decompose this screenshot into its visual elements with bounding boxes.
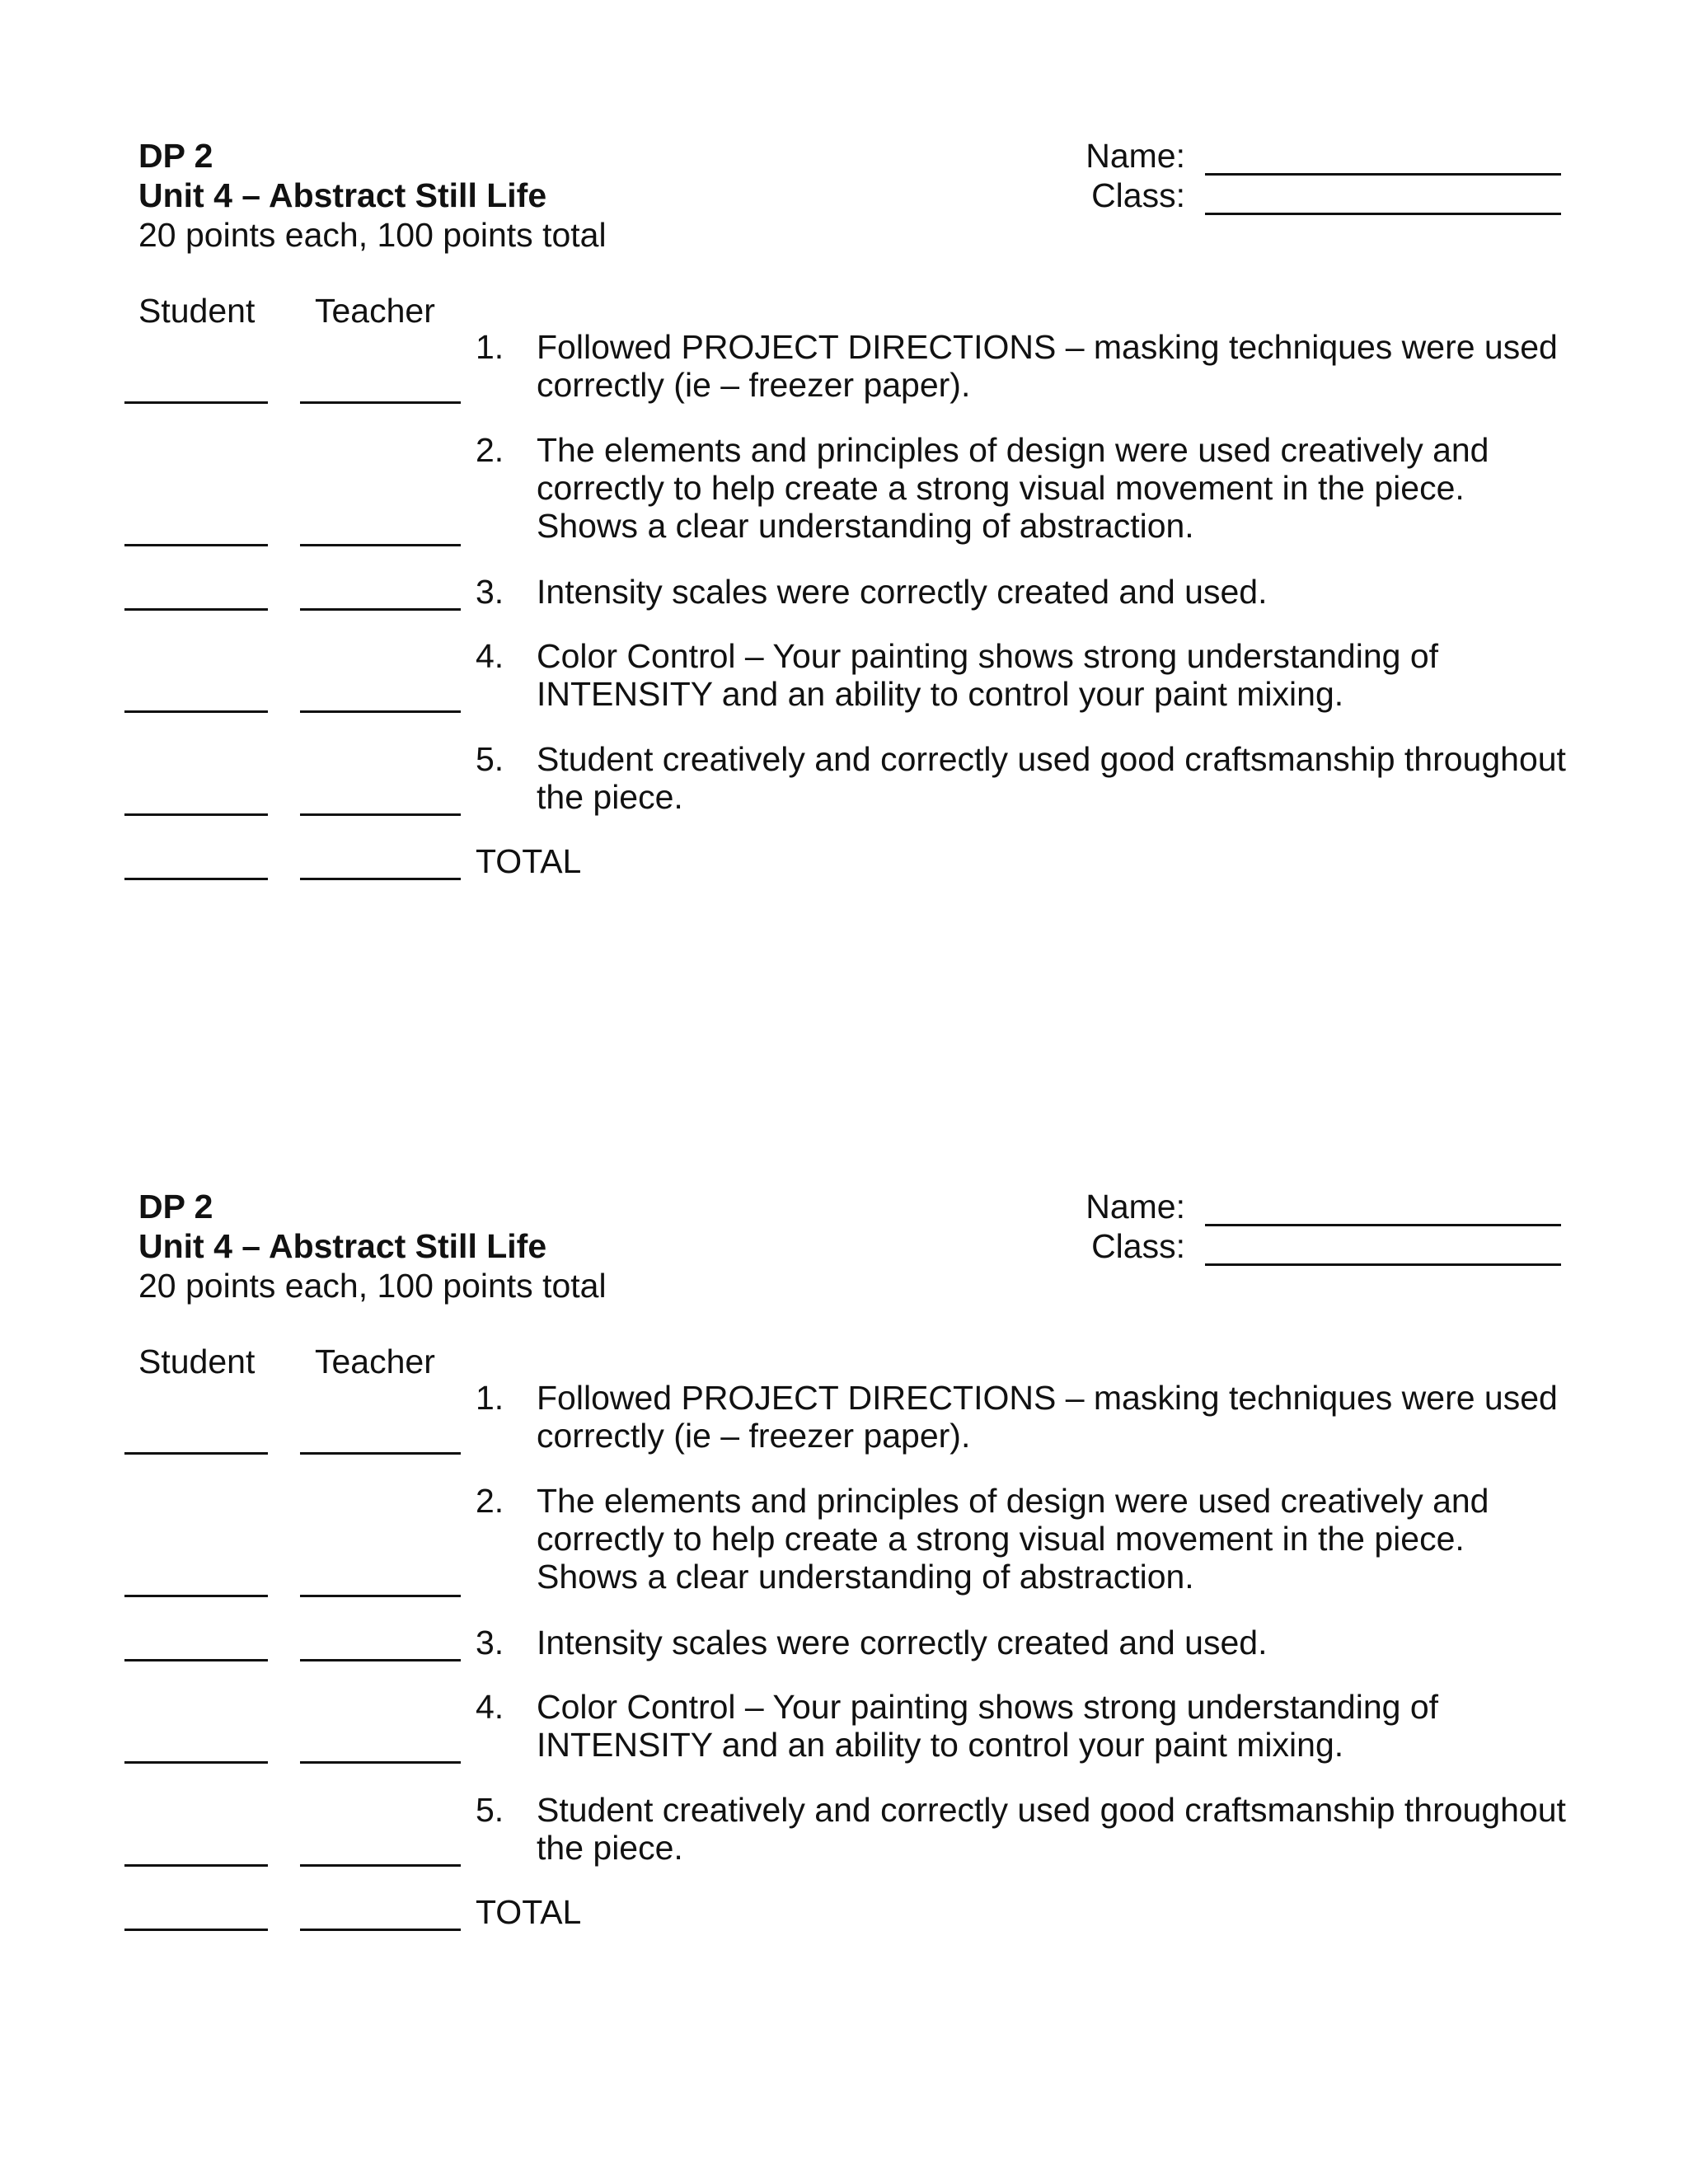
item-5-text: Student creatively and correctly used good craftsmanship throughout the piece. xyxy=(537,740,1566,816)
item-3-number: 3. xyxy=(476,1624,504,1661)
teacher-column-header: Teacher xyxy=(315,1343,435,1380)
item-2-student-blank[interactable] xyxy=(124,1595,268,1597)
points-note: 20 points each, 100 points total xyxy=(138,216,607,254)
item-5-number: 5. xyxy=(476,740,504,778)
item-2-text: The elements and principles of design were used creatively and correctly to help create a strong visual movement in the piece. Shows a clear understanding of abstraction. xyxy=(537,431,1489,545)
item-3-number: 3. xyxy=(476,573,504,611)
item-4-student-blank[interactable] xyxy=(124,1761,268,1764)
name-blank[interactable] xyxy=(1205,1187,1561,1226)
class-field xyxy=(1071,1226,1566,1266)
item-4-number: 4. xyxy=(476,637,504,675)
unit-title: Unit 4 – Abstract Still Life xyxy=(138,1227,547,1265)
class-label: Class: xyxy=(1091,1227,1185,1265)
class-blank[interactable] xyxy=(1205,1226,1561,1266)
class-field xyxy=(1071,176,1566,215)
total-teacher-blank[interactable] xyxy=(300,1929,461,1931)
item-2-teacher-blank[interactable] xyxy=(300,544,461,546)
name-label: Name: xyxy=(1085,137,1185,175)
course-title: DP 2 xyxy=(138,137,213,175)
item-4-text: Color Control – Your painting shows strong understanding of INTENSITY and an ability to control your paint mixing. xyxy=(537,1688,1439,1764)
item-5-text: Student creatively and correctly used good craftsmanship throughout the piece. xyxy=(537,1791,1566,1867)
item-1-student-blank[interactable] xyxy=(124,401,268,404)
item-4-teacher-blank[interactable] xyxy=(300,710,461,713)
item-1-student-blank[interactable] xyxy=(124,1452,268,1455)
item-3-student-blank[interactable] xyxy=(124,608,268,611)
item-4-number: 4. xyxy=(476,1688,504,1726)
item-4-student-blank[interactable] xyxy=(124,710,268,713)
item-3-teacher-blank[interactable] xyxy=(300,1659,461,1661)
total-teacher-blank[interactable] xyxy=(300,878,461,880)
item-1-text: Followed PROJECT DIRECTIONS – masking techniques were used correctly (ie – freezer paper). xyxy=(537,1379,1558,1455)
item-3-text: Intensity scales were correctly created and used. xyxy=(537,573,1268,611)
points-note: 20 points each, 100 points total xyxy=(138,1267,607,1305)
name-blank[interactable] xyxy=(1205,136,1561,176)
item-2-text: The elements and principles of design were used creatively and correctly to help create a strong visual movement in the piece. Shows a clear understanding of abstraction. xyxy=(537,1482,1489,1596)
item-1-number: 1. xyxy=(476,1379,504,1417)
unit-title: Unit 4 – Abstract Still Life xyxy=(138,176,547,214)
item-1-teacher-blank[interactable] xyxy=(300,1452,461,1455)
total-student-blank[interactable] xyxy=(124,1929,268,1931)
total-label: TOTAL xyxy=(476,842,582,880)
item-4-teacher-blank[interactable] xyxy=(300,1761,461,1764)
rubric-sheet-top xyxy=(0,0,1688,1055)
item-5-number: 5. xyxy=(476,1791,504,1829)
teacher-column-header: Teacher xyxy=(315,292,435,330)
class-blank[interactable] xyxy=(1205,176,1561,215)
item-1-number: 1. xyxy=(476,328,504,366)
total-label: TOTAL xyxy=(476,1893,582,1931)
item-4-text: Color Control – Your painting shows strong understanding of INTENSITY and an ability to control your paint mixing. xyxy=(537,637,1439,713)
name-label: Name: xyxy=(1085,1188,1185,1226)
item-5-student-blank[interactable] xyxy=(124,1864,268,1867)
class-label: Class: xyxy=(1091,176,1185,214)
item-2-student-blank[interactable] xyxy=(124,544,268,546)
course-title: DP 2 xyxy=(138,1188,213,1226)
student-column-header: Student xyxy=(138,292,256,330)
item-5-teacher-blank[interactable] xyxy=(300,1864,461,1867)
item-5-teacher-blank[interactable] xyxy=(300,813,461,816)
item-2-number: 2. xyxy=(476,1482,504,1520)
name-field xyxy=(1071,1187,1566,1226)
item-2-number: 2. xyxy=(476,431,504,469)
name-field xyxy=(1071,136,1566,176)
total-student-blank[interactable] xyxy=(124,878,268,880)
rubric-sheet-bottom xyxy=(0,1051,1688,2106)
item-3-student-blank[interactable] xyxy=(124,1659,268,1661)
item-1-teacher-blank[interactable] xyxy=(300,401,461,404)
student-column-header: Student xyxy=(138,1343,256,1380)
item-3-teacher-blank[interactable] xyxy=(300,608,461,611)
item-2-teacher-blank[interactable] xyxy=(300,1595,461,1597)
item-5-student-blank[interactable] xyxy=(124,813,268,816)
item-3-text: Intensity scales were correctly created and used. xyxy=(537,1624,1268,1661)
item-1-text: Followed PROJECT DIRECTIONS – masking techniques were used correctly (ie – freezer paper). xyxy=(537,328,1558,404)
